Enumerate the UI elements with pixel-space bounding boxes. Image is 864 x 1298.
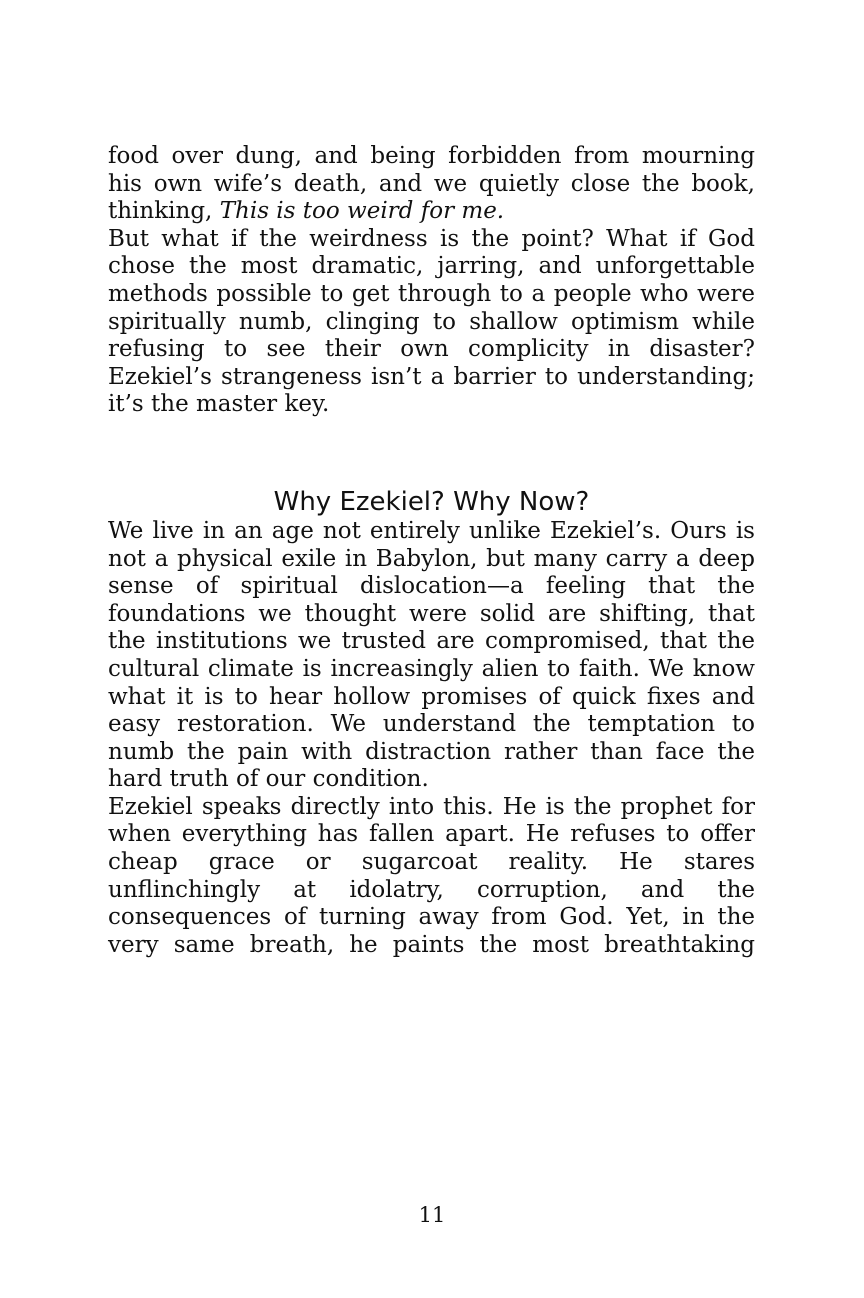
paragraph-ezekiel-speaks: Ezekiel speaks directly into this. He is the prophet for when everything has fallen apart. He refuses to offer cheap grace or sugarcoat reality. He stares unflinchingly at idolatry, corruption, and the consequences of turning away from God. Yet, in the very same breath, he paints the most breathtaking	[108, 793, 755, 958]
page-content	[108, 143, 755, 959]
paragraph-continuation	[108, 143, 755, 226]
italic-quote: This is too weird for me.	[219, 198, 505, 225]
paragraph-weirdness: But what if the weirdness is the point? What if God chose the most dramatic, jarring, and unforgettable methods possible to get through to a people who were spiritually numb, clinging to shallow optimism while refusing to see their own complicity in disaster? Ezekiel’s strangeness isn’t a barrier to understanding; it’s the master key.	[108, 225, 755, 418]
paragraph-continuation-text: food over dung, and being forbidden from mourning his own wife’s death, and we quietly close the book, thinking,	[108, 143, 755, 225]
section-heading: Why Ezekiel? Why Now?	[273, 486, 590, 517]
page-number: 11	[418, 1203, 446, 1227]
paragraph-age: We live in an age not entirely unlike Ezekiel’s. Ours is not a physical exile in Babylon, but many carry a deep sense of spiritual dislocation—a feeling that the foundations we thought were solid are shifting, that the institutions we trusted are compromised, that the cultural climate is increasingly alien to faith. We know what it is to hear hollow promises of quick fixes and easy restoration. We understand the temptation to numb the pain with distraction rather than face the hard truth of our condition.	[108, 517, 755, 793]
